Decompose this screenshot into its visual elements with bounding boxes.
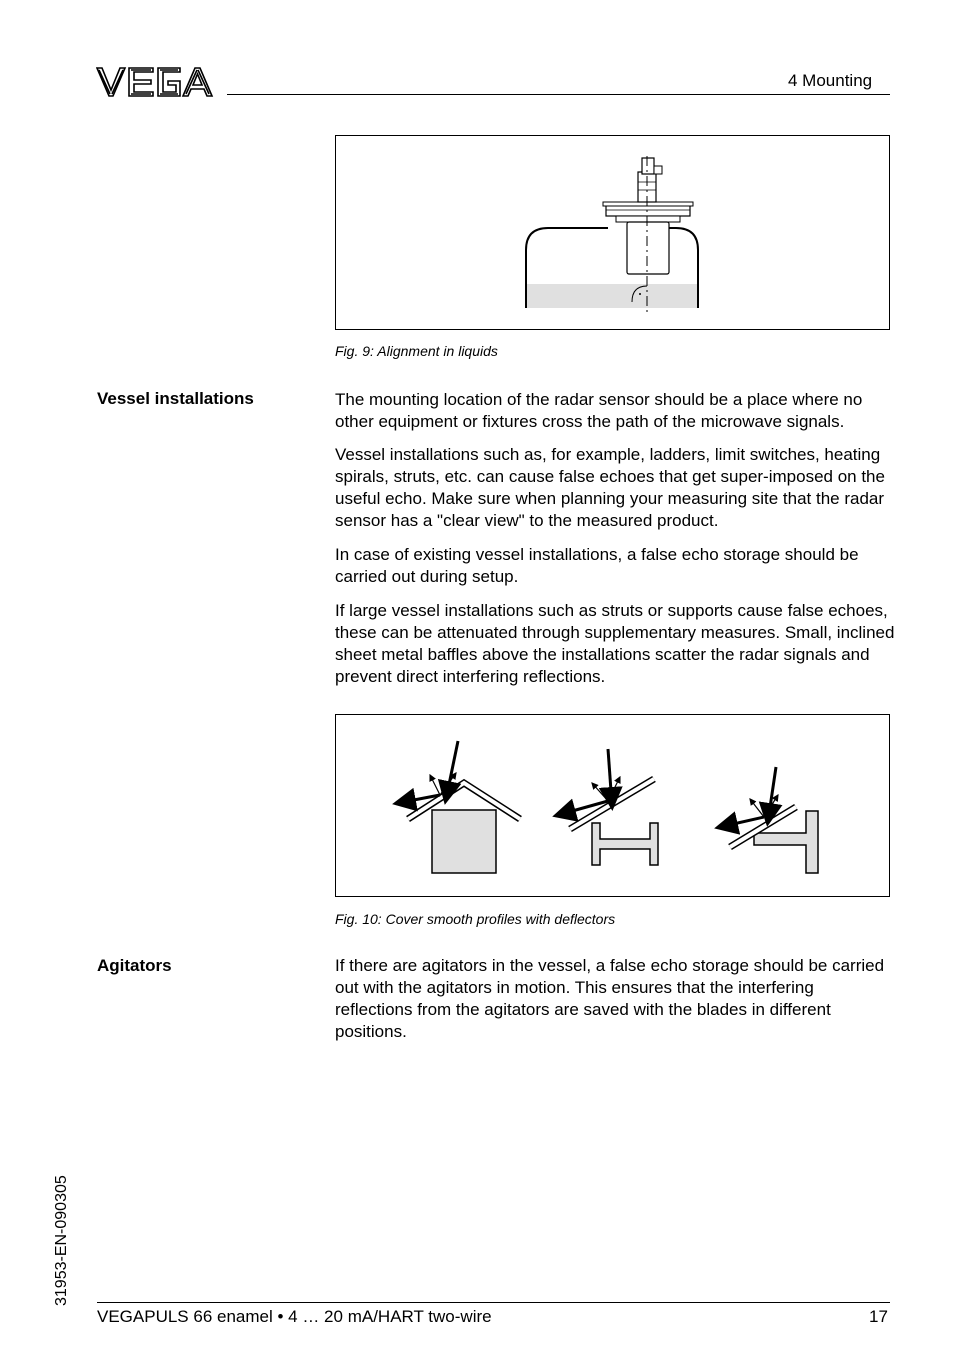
footer-rule bbox=[97, 1302, 890, 1303]
vessel-installations-paragraph-4: If large vessel installations such as struts or supports cause false echoes, these can be attenuated through supplementary measures. Small, inclined sheet metal baffles above the installations scatter the radar signals and prevent direct interfering reflections. bbox=[335, 601, 895, 686]
agitators-paragraph: If there are agitators in the vessel, a false echo storage should be carried out with the agitators in motion. This ensures that the interfering reflections from the agitators are saved with the blades in different positions. bbox=[335, 956, 885, 1041]
vega-logo bbox=[96, 66, 214, 98]
agitators-heading: Agitators bbox=[97, 956, 172, 975]
figure-9-caption: Fig. 9: Alignment in liquids bbox=[335, 343, 498, 359]
figure-10-caption: Fig. 10: Cover smooth profiles with deflectors bbox=[335, 911, 616, 927]
header-rule bbox=[227, 94, 890, 95]
page-number: 17 bbox=[869, 1307, 888, 1326]
figure-alignment-in-liquids bbox=[335, 135, 890, 330]
section-title: 4 Mounting bbox=[788, 71, 873, 90]
vessel-installations-paragraph-2: Vessel installations such as, for example, ladders, limit switches, heating spirals, struts, etc. can cause false echoes that get super-imposed on the useful echo. Make sure when planning your measuring site that the radar sensor has a "clear view" to the measured product. bbox=[335, 445, 885, 530]
footer-product: VEGAPULS 66 enamel • 4 … 20 mA/HART two-wire bbox=[97, 1307, 492, 1326]
vessel-installations-paragraph-1: The mounting location of the radar sensor should be a place where no other equipment or fixtures cross the path of the microwave signals. bbox=[335, 390, 863, 431]
vessel-installations-paragraph-3: In case of existing vessel installations, a false echo storage should be carried out during setup. bbox=[335, 545, 859, 586]
document-code: 31953-EN-090305 bbox=[53, 1175, 70, 1306]
vessel-installations-heading: Vessel installations bbox=[97, 389, 254, 408]
figure-cover-smooth-profiles bbox=[335, 714, 890, 897]
